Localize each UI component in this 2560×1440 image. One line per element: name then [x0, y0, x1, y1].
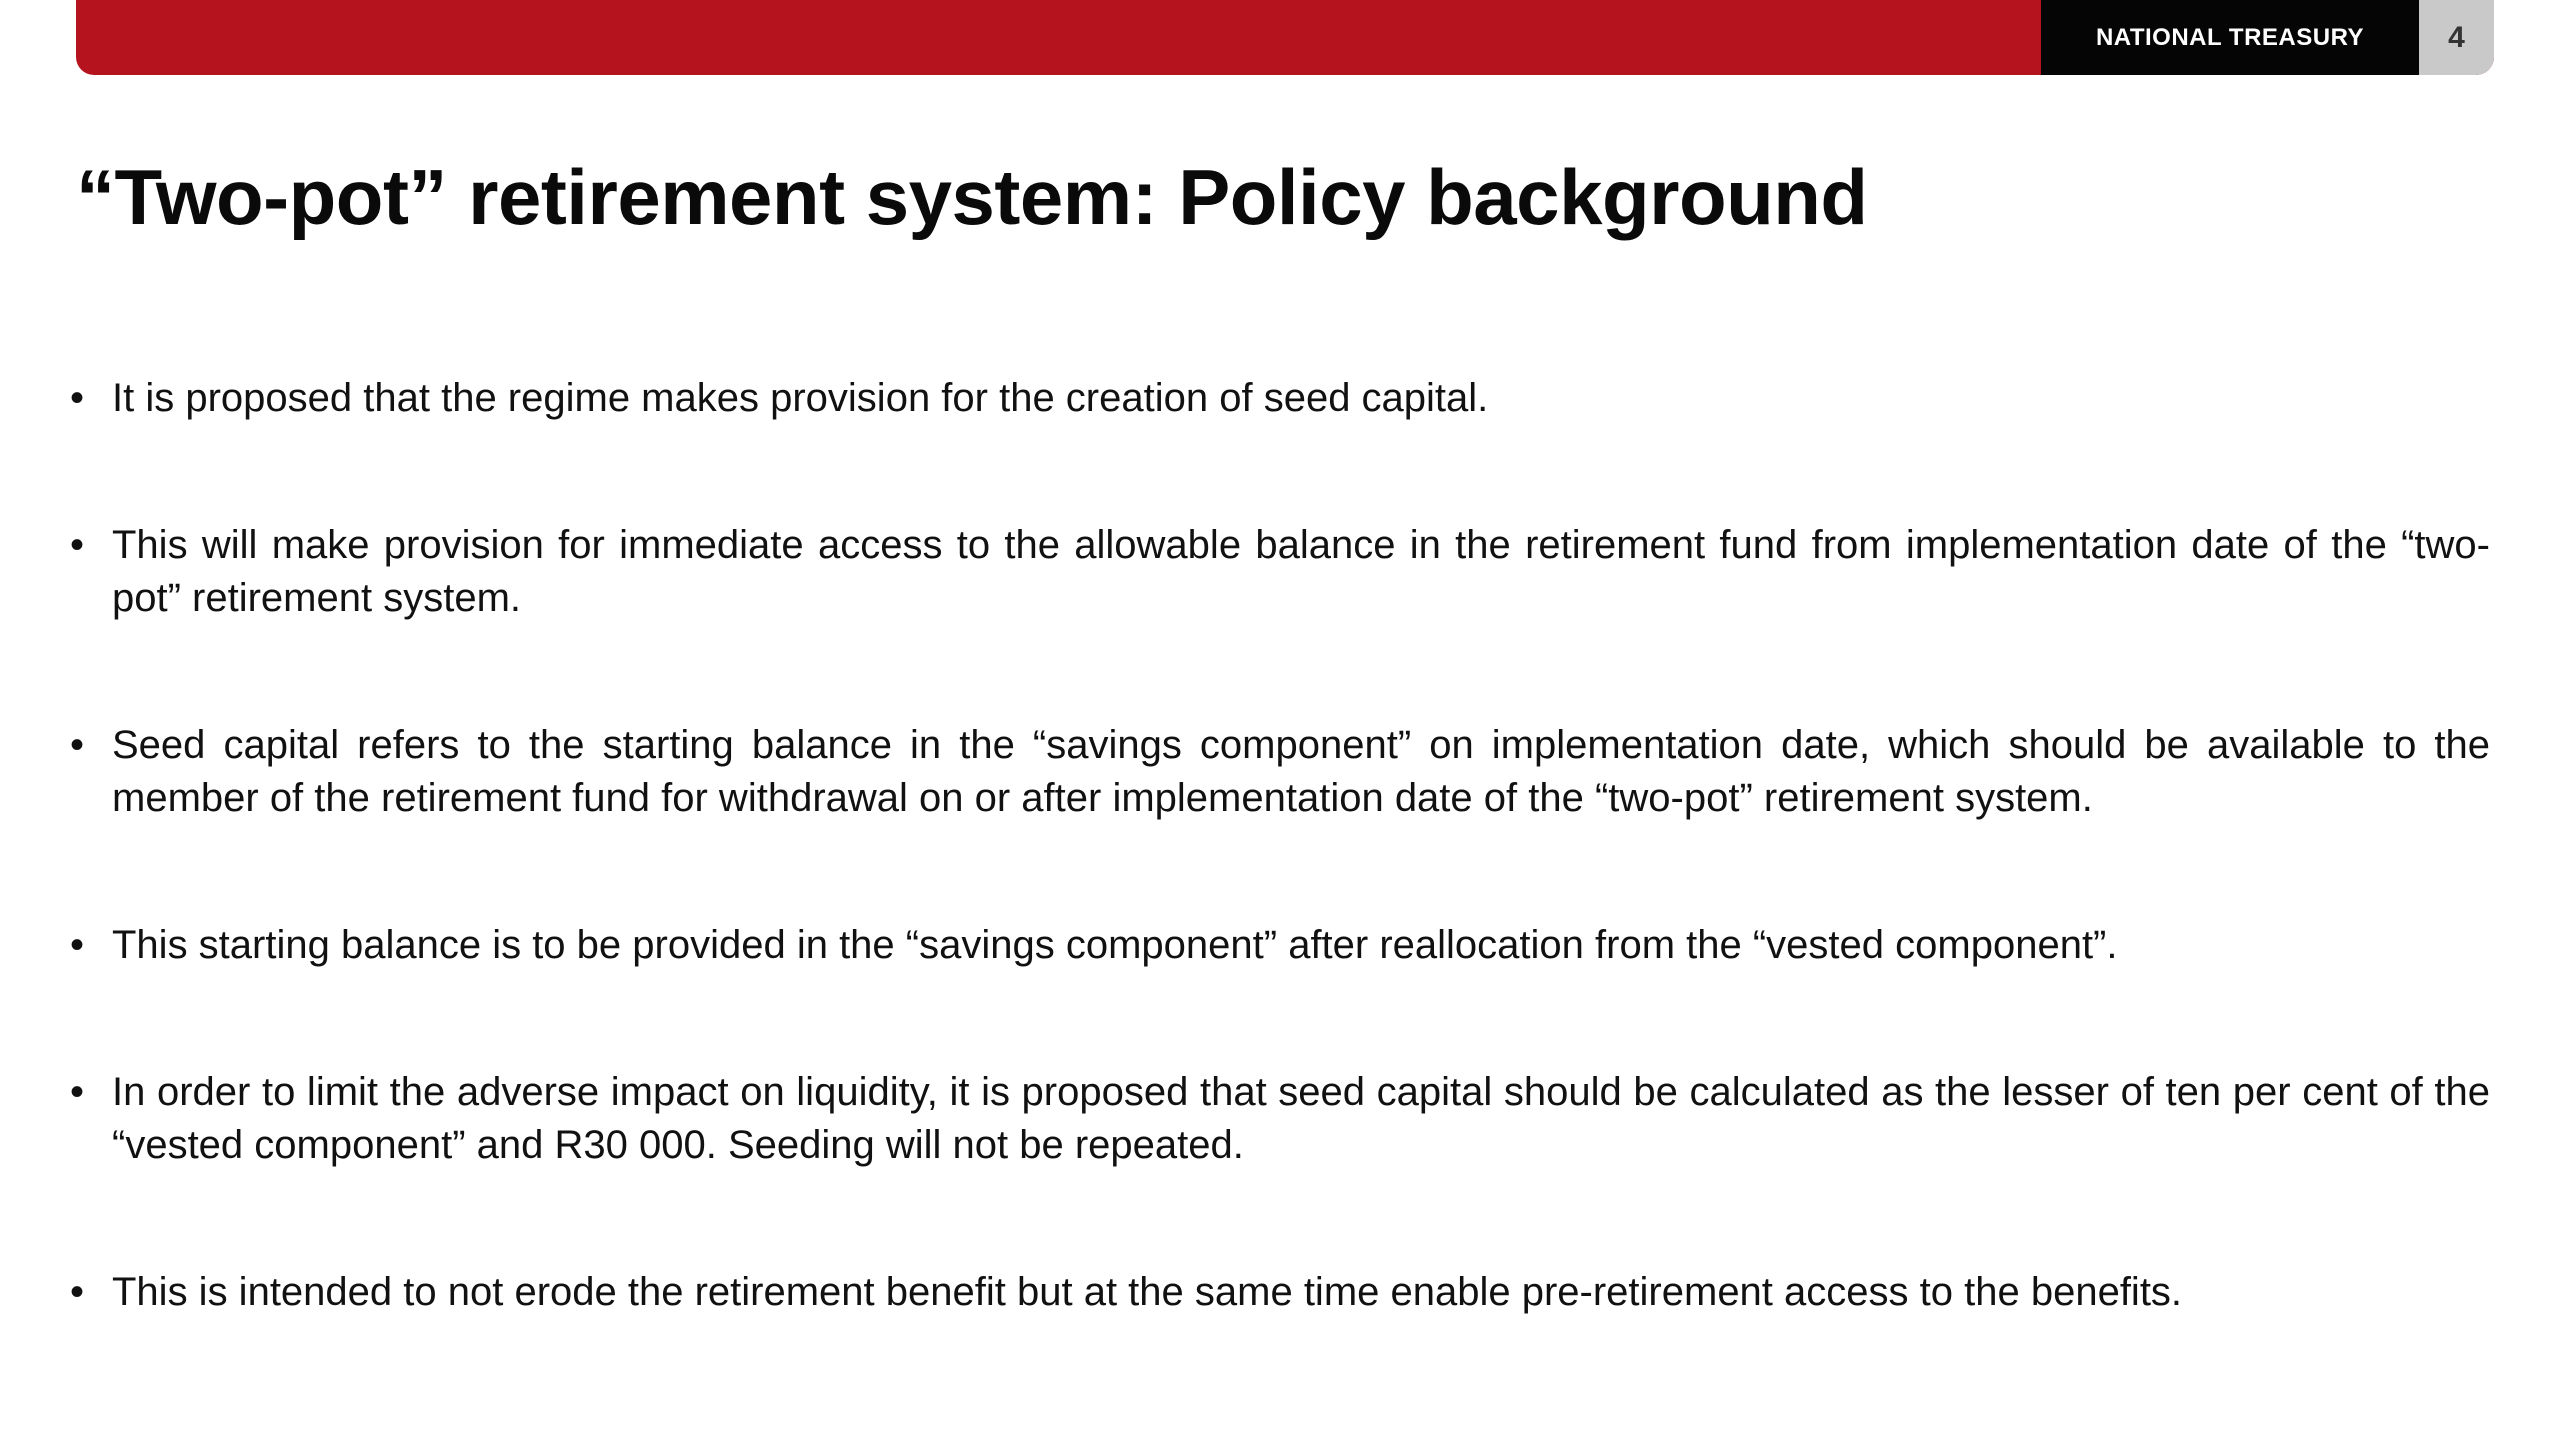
page-number-block — [2419, 0, 2494, 75]
bullet-item: • This will make provision for immediate access to the allowable balance in the retirement fund from implementation date of the “two-pot” retirement system. — [70, 519, 2490, 625]
bullet-list — [70, 372, 2490, 1319]
bullet-item: • This starting balance is to be provided in the “savings component” after reallocation from the “vested component”. — [70, 919, 2490, 972]
bullet-item: • Seed capital refers to the starting balance in the “savings component” on implementation date, which should be available to the member of the retirement fund for withdrawal on or after implementation date of the “two-pot” retirement system. — [70, 719, 2490, 825]
page-number: 4 — [2448, 20, 2465, 54]
organization-name: NATIONAL TREASURY — [2095, 23, 2365, 51]
organization-block — [2041, 0, 2419, 75]
bullet-item: • In order to limit the adverse impact on liquidity, it is proposed that seed capital should be calculated as the lesser of ten per cent of the “vested component” and R30 000. Seeding will not be repeated. — [70, 1066, 2490, 1172]
header-bar — [76, 0, 2494, 75]
bullet-item: • This is intended to not erode the retirement benefit but at the same time enable pre-retirement access to the benefits. — [70, 1266, 2490, 1319]
slide-title: “Two-pot” retirement system: Policy background — [76, 153, 1868, 241]
bullet-item: • It is proposed that the regime makes provision for the creation of seed capital. — [70, 372, 2490, 425]
